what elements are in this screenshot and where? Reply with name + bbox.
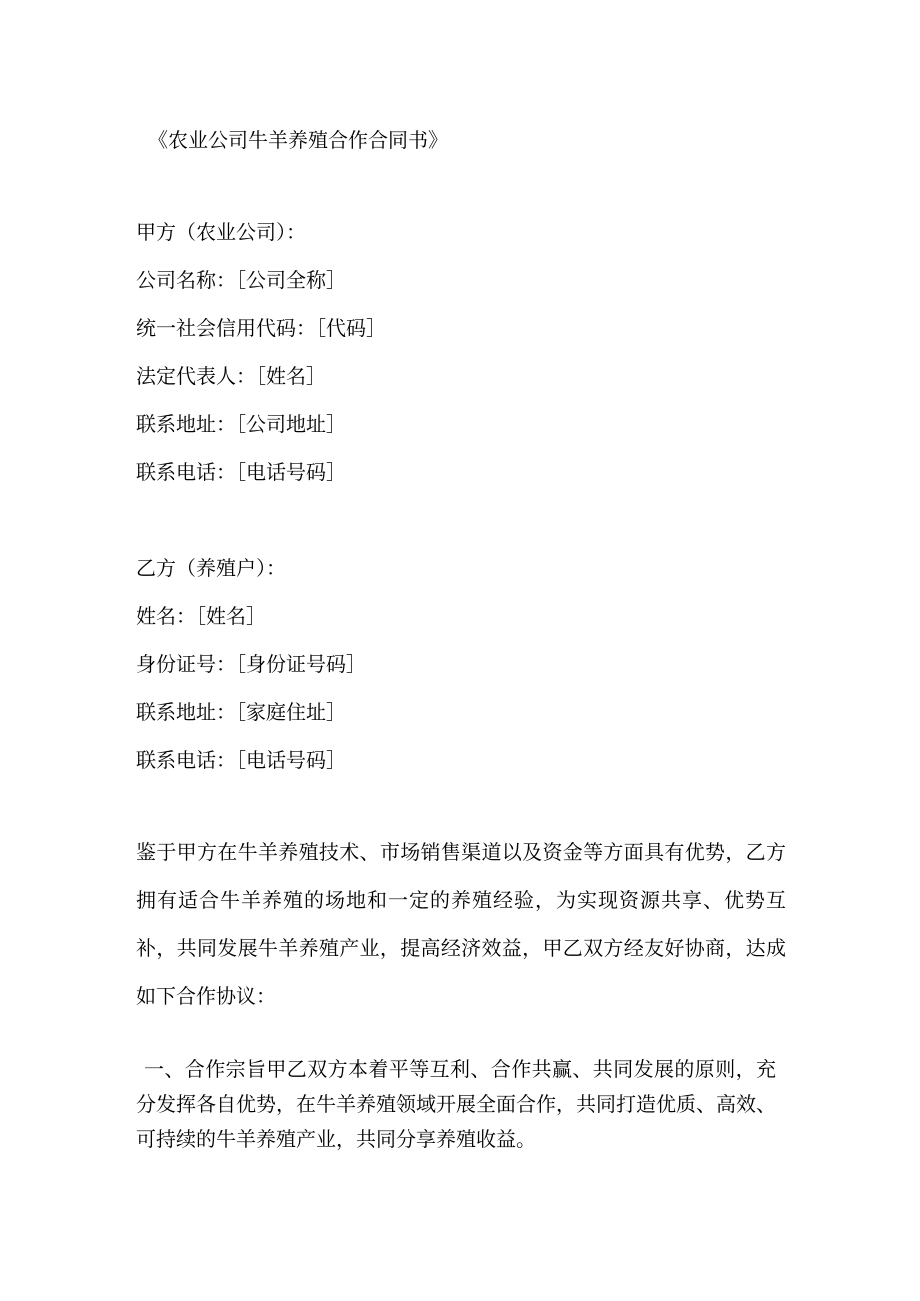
document-title: 《农业公司牛羊养殖合作合同书》 [148,128,448,152]
party-b-name: 姓名：［姓名］ [136,604,266,628]
party-b-heading: 乙方（养殖户）： [136,556,286,580]
section-1-text: 一、合作宗旨甲乙双方本着平等互利、合作共赢、共同发展的原则，充分发挥各自优势，在牛羊养殖领域开展全面合作，共同打造优质、高效、可持续的牛羊养殖产业，共同分享养殖收益。 [136,1057,776,1151]
party-a-legal-rep: 法定代表人：［姓名］ [136,364,326,388]
party-a-credit-code: 统一社会信用代码：［代码］ [136,316,386,340]
party-b-address: 联系地址：［家庭住址］ [136,700,346,724]
party-b-id-number: 身份证号：［身份证号码］ [136,652,366,676]
section-1-paragraph [136,1052,776,1157]
party-a-heading: 甲方（农业公司）： [136,220,306,244]
preamble-paragraph: 鉴于甲方在牛羊养殖技术、市场销售渠道以及资金等方面具有优势，乙方拥有适合牛羊养殖的场地和一定的养殖经验，为实现资源共享、优势互补，共同发展牛羊养殖产业，提高经济效益，甲乙双方经友好协商，达成如下合作协议： [136,840,786,1008]
party-b-phone: 联系电话：［电话号码］ [136,748,346,772]
party-a-company-name: 公司名称：［公司全称］ [136,268,346,292]
party-a-address: 联系地址：［公司地址］ [136,412,346,436]
party-a-phone: 联系电话：［电话号码］ [136,460,346,484]
